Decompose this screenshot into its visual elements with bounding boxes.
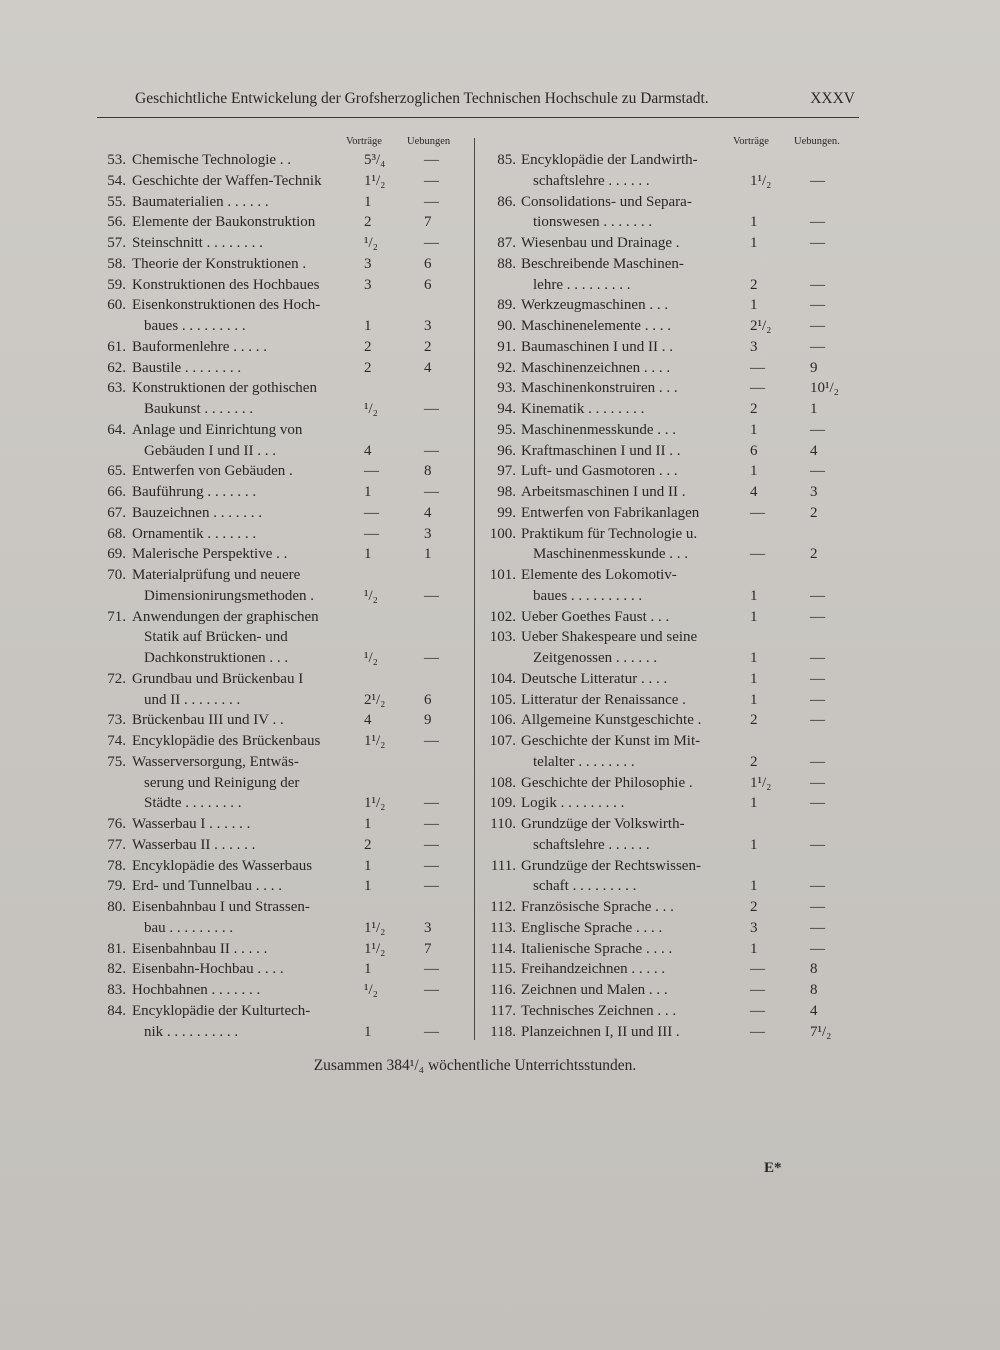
uebungen-value: — — [810, 670, 825, 687]
uebungen-value: 8 — [424, 463, 432, 480]
course-name: Anlage und Einrichtung von — [132, 421, 303, 438]
course-name: Litteratur der Renaissance . — [521, 691, 686, 708]
uebungen-value: 8 — [810, 982, 818, 998]
vortraege-value: 1 — [750, 795, 758, 812]
uebungen-value: — — [424, 1023, 439, 1040]
vortraege-value: 2 — [750, 712, 758, 729]
row-number: 68. — [107, 525, 126, 542]
uebungen-value: 9 — [424, 712, 432, 729]
uebungen-value: 1 — [810, 401, 818, 417]
uebungen-value: — — [810, 608, 825, 625]
row-number: 86. — [497, 193, 516, 210]
row-number: 84. — [107, 1002, 126, 1019]
course-name: Dimensionirungsmethoden . — [144, 587, 314, 604]
row-number: 58. — [107, 255, 126, 272]
vortraege-value: — — [750, 982, 765, 998]
row-number: 101. — [489, 567, 516, 583]
uebungen-value: — — [810, 587, 825, 604]
uebungen-value: 4 — [424, 504, 432, 521]
course-name: serung und Reinigung der — [144, 774, 300, 791]
uebungen-value: — — [810, 919, 825, 936]
uebungen-value: — — [424, 152, 439, 168]
course-name: Bauformenlehre . . . . . — [132, 338, 267, 355]
course-name: Eisenbahnbau I und Strassen- — [132, 899, 310, 915]
course-name: Arbeitsmaschinen I und II . — [521, 484, 686, 500]
vortraege-value: 2¹/₂ — [364, 691, 386, 708]
row-number: 93. — [497, 380, 516, 397]
vortraege-value: — — [750, 961, 765, 978]
vortraege-value: 2¹/₂ — [750, 318, 772, 334]
uebungen-value: — — [810, 836, 825, 853]
course-name: Materialprüfung und neuere — [132, 567, 301, 583]
uebungen-value: — — [424, 878, 439, 895]
signature-mark: E* — [764, 1160, 782, 1176]
row-number: 98. — [497, 484, 516, 500]
vortraege-value: 2 — [750, 753, 758, 770]
row-number: 104. — [489, 670, 516, 687]
row-number: 77. — [107, 836, 126, 853]
vortraege-value: 2 — [750, 899, 758, 915]
course-name: Städte . . . . . . . . — [144, 795, 242, 812]
left-col-vortraege: Vorträge — [346, 136, 382, 147]
row-number: 87. — [497, 235, 516, 251]
row-number: 118. — [490, 1023, 516, 1040]
vortraege-value: ¹/₂ — [364, 982, 378, 998]
uebungen-value: 3 — [424, 318, 432, 334]
course-name: Logik . . . . . . . . . — [521, 795, 625, 812]
course-name: Eisenbahn-Hochbau . . . . — [132, 961, 284, 978]
vortraege-value: 4 — [364, 442, 372, 459]
row-number: 74. — [107, 733, 126, 749]
row-number: 55. — [107, 193, 126, 210]
uebungen-value: 2 — [810, 504, 818, 521]
vortraege-value: 2 — [750, 401, 758, 417]
vortraege-value: 1 — [364, 546, 372, 563]
uebungen-value: — — [424, 836, 439, 853]
uebungen-value: — — [810, 172, 825, 189]
course-name: schaftslehre . . . . . . — [533, 172, 650, 189]
uebungen-value: 6 — [424, 691, 432, 708]
row-number: 83. — [107, 982, 126, 998]
course-name: Baukunst . . . . . . . — [144, 401, 254, 417]
left-col-uebungen: Uebungen — [407, 136, 451, 147]
row-number: 100. — [489, 525, 516, 542]
uebungen-value: — — [810, 899, 825, 915]
course-name: Encyklopädie der Landwirth- — [521, 152, 698, 168]
course-name: Kraftmaschinen I und II . . — [521, 442, 681, 459]
course-name: baues . . . . . . . . . — [144, 318, 246, 334]
vortraege-value: 4 — [750, 484, 758, 500]
course-name: Erd- und Tunnelbau . . . . — [132, 878, 282, 895]
row-number: 66. — [107, 484, 126, 500]
course-name: nik . . . . . . . . . . — [144, 1023, 239, 1040]
row-number: 57. — [107, 235, 126, 251]
uebungen-value: — — [424, 401, 439, 417]
row-number: 85. — [497, 152, 516, 168]
uebungen-value: — — [424, 733, 439, 749]
row-number: 70. — [107, 567, 126, 583]
row-number: 111. — [490, 857, 516, 874]
course-name: Wasserbau II . . . . . . — [132, 836, 256, 853]
row-number: 60. — [107, 297, 126, 314]
vortraege-value: 1 — [750, 235, 758, 251]
uebungen-value: — — [810, 878, 825, 895]
row-number: 103. — [489, 629, 516, 646]
uebungen-value: — — [810, 318, 825, 334]
course-name: Consolidations- und Separa- — [521, 193, 692, 210]
uebungen-value: 8 — [810, 961, 818, 978]
course-name: Planzeichnen I, II und III . — [521, 1023, 680, 1040]
row-number: 82. — [107, 961, 126, 978]
vortraege-value: 1¹/₂ — [364, 795, 386, 812]
row-number: 81. — [107, 940, 126, 957]
vortraege-value: 2 — [364, 214, 372, 231]
course-name: Werkzeugmaschinen . . . — [521, 297, 669, 314]
course-name: baues . . . . . . . . . . — [533, 587, 643, 604]
row-number: 88. — [497, 255, 516, 272]
row-number: 80. — [107, 899, 126, 915]
row-number: 112. — [490, 899, 516, 915]
total-hours: Zusammen 384¹/₄ wöchentliche Unterrichtsstunden. — [313, 1057, 637, 1074]
vortraege-value: 1 — [750, 214, 758, 231]
row-number: 76. — [107, 816, 126, 832]
vortraege-value: 1 — [750, 587, 758, 604]
row-number: 105. — [489, 691, 516, 708]
vortraege-value: 1 — [364, 961, 372, 978]
uebungen-value: 9 — [810, 359, 818, 376]
row-number: 96. — [497, 442, 516, 459]
right-col-uebungen: Uebungen. — [794, 136, 840, 147]
course-name: schaft . . . . . . . . . — [533, 878, 637, 895]
course-name: Maschinenelemente . . . . — [521, 318, 671, 334]
vortraege-value: 1 — [364, 857, 372, 874]
uebungen-value: — — [810, 753, 825, 770]
course-name: bau . . . . . . . . . — [144, 919, 234, 936]
vortraege-value: 1 — [364, 878, 372, 895]
course-name: Bauführung . . . . . . . — [132, 484, 257, 500]
vortraege-value: 2 — [750, 276, 758, 293]
course-name: Eisenkonstruktionen des Hoch- — [132, 297, 321, 314]
course-name: und II . . . . . . . . — [144, 691, 241, 708]
vortraege-value: 1 — [364, 1023, 372, 1040]
course-name: Wiesenbau und Drainage . — [521, 235, 680, 251]
vortraege-value: 2 — [364, 836, 372, 853]
vortraege-value: 2 — [364, 359, 372, 376]
course-name: Eisenbahnbau II . . . . . — [132, 940, 268, 957]
course-name: Brückenbau III und IV . . — [132, 712, 284, 729]
uebungen-value: — — [810, 650, 825, 666]
course-name: Entwerfen von Gebäuden . — [132, 463, 293, 480]
uebungen-value: — — [424, 484, 439, 500]
vortraege-value: 3 — [364, 255, 372, 272]
row-number: 91. — [497, 338, 516, 355]
course-name: schaftslehre . . . . . . — [533, 836, 650, 853]
course-name: Wasserbau I . . . . . . — [132, 816, 251, 832]
row-number: 109. — [489, 795, 516, 812]
row-number: 108. — [489, 774, 516, 791]
uebungen-value: 10¹/₂ — [810, 380, 839, 397]
uebungen-value: — — [424, 193, 439, 210]
row-number: 69. — [107, 546, 126, 563]
row-number: 71. — [107, 608, 126, 625]
vortraege-value: — — [750, 504, 765, 521]
vortraege-value: 1¹/₂ — [364, 172, 386, 189]
row-number: 99. — [497, 504, 516, 521]
vortraege-value: 1¹/₂ — [364, 940, 386, 957]
vortraege-value: — — [364, 463, 379, 480]
course-name: Maschinenzeichnen . . . . — [521, 359, 671, 376]
course-name: Encyklopädie der Kulturtech- — [132, 1002, 311, 1019]
uebungen-value: — — [424, 961, 439, 978]
course-name: Deutsche Litteratur . . . . — [521, 670, 668, 687]
uebungen-value: — — [424, 587, 439, 604]
vortraege-value: ¹/₂ — [364, 650, 378, 666]
uebungen-value: — — [424, 442, 439, 459]
row-number: 54. — [107, 172, 126, 189]
uebungen-value: — — [810, 774, 825, 791]
uebungen-value: — — [810, 297, 825, 314]
uebungen-value: — — [424, 795, 439, 812]
vortraege-value: 1 — [750, 878, 758, 895]
uebungen-value: — — [810, 940, 825, 957]
course-name: Luft- und Gasmotoren . . . — [521, 463, 678, 480]
vortraege-value: 3 — [364, 276, 372, 293]
uebungen-value: 3 — [424, 525, 432, 542]
course-name: Bauzeichnen . . . . . . . — [132, 504, 262, 521]
uebungen-value: 4 — [810, 1002, 818, 1019]
course-name: Maschinenmesskunde . . . — [521, 421, 676, 438]
vortraege-value: 1 — [364, 318, 372, 334]
vortraege-value: 1 — [750, 421, 758, 438]
row-number: 110. — [490, 816, 516, 832]
course-name: telalter . . . . . . . . — [533, 753, 635, 770]
course-name: Freihandzeichnen . . . . . — [521, 961, 666, 978]
uebungen-value: 6 — [424, 255, 432, 272]
course-name: Englische Sprache . . . . — [521, 919, 663, 936]
uebungen-value: — — [424, 982, 439, 998]
row-number: 114. — [490, 940, 516, 957]
row-number: 90. — [497, 318, 516, 334]
course-name: Elemente des Lokomotiv- — [521, 567, 677, 583]
uebungen-value: 3 — [424, 919, 432, 936]
vortraege-value: 6 — [750, 442, 758, 459]
course-name: Grundbau und Brückenbau I — [132, 670, 304, 687]
uebungen-value: 3 — [810, 484, 818, 500]
course-name: Entwerfen von Fabrikanlagen — [521, 504, 700, 521]
vortraege-value: 1¹/₂ — [364, 733, 386, 749]
uebungen-value: 7 — [424, 214, 432, 231]
uebungen-value: — — [810, 421, 825, 438]
uebungen-value: — — [810, 338, 825, 355]
uebungen-value: 2 — [810, 546, 818, 563]
course-name: Baumaterialien . . . . . . — [132, 193, 269, 210]
row-number: 78. — [107, 857, 126, 874]
uebungen-value: — — [424, 650, 439, 666]
course-name: Konstruktionen der gothischen — [132, 380, 317, 397]
uebungen-value: 1 — [424, 546, 432, 563]
vortraege-value: 1 — [750, 608, 758, 625]
course-name: Grundzüge der Volkswirth- — [521, 816, 685, 832]
vortraege-value: 1¹/₂ — [364, 919, 386, 936]
uebungen-value: — — [424, 816, 439, 832]
vortraege-value: 1 — [750, 670, 758, 687]
vortraege-value: ¹/₂ — [364, 235, 378, 251]
uebungen-value: 4 — [424, 359, 432, 376]
course-name: Praktikum für Technologie u. — [521, 525, 698, 542]
course-name: Elemente der Baukonstruktion — [132, 214, 316, 231]
row-number: 53. — [107, 152, 126, 168]
course-name: Geschichte der Waffen-Technik — [132, 172, 322, 189]
course-name: Zeitgenossen . . . . . . — [533, 650, 658, 666]
course-name: Grundzüge der Rechtswissen- — [521, 857, 701, 874]
course-name: Ueber Shakespeare und seine — [521, 629, 698, 646]
row-number: 102. — [489, 608, 516, 625]
course-name: Maschinenmesskunde . . . — [533, 546, 688, 563]
course-name: Theorie der Konstruktionen . — [132, 255, 307, 272]
uebungen-value: 4 — [810, 442, 818, 459]
vortraege-value: 1 — [750, 297, 758, 314]
uebungen-value: — — [810, 214, 825, 231]
course-name: Baustile . . . . . . . . — [132, 359, 242, 376]
course-name: Zeichnen und Malen . . . — [521, 982, 668, 998]
uebungen-value: — — [810, 795, 825, 812]
row-number: 56. — [107, 214, 126, 231]
row-number: 92. — [497, 359, 516, 376]
row-number: 94. — [497, 401, 516, 417]
vortraege-value: 1 — [750, 940, 758, 957]
course-name: Gebäuden I und II . . . — [144, 442, 277, 459]
course-name: Allgemeine Kunstgeschichte . — [521, 712, 702, 729]
row-number: 116. — [490, 982, 516, 998]
page-header — [135, 90, 855, 108]
course-name: Anwendungen der graphischen — [132, 608, 319, 625]
vortraege-value: 1 — [364, 816, 372, 832]
row-number: 72. — [107, 670, 126, 687]
row-number: 73. — [107, 712, 126, 729]
uebungen-value: 7 — [424, 940, 432, 957]
course-name: Konstruktionen des Hochbaues — [132, 276, 320, 293]
uebungen-value: — — [810, 276, 825, 293]
vortraege-value: — — [750, 359, 765, 376]
vortraege-value: — — [750, 546, 765, 563]
vortraege-value: 1 — [750, 650, 758, 666]
row-number: 95. — [497, 421, 516, 438]
row-number: 62. — [107, 359, 126, 376]
course-name: Chemische Technologie . . — [132, 152, 292, 168]
uebungen-value: — — [810, 712, 825, 729]
header-rule — [97, 117, 859, 118]
uebungen-value: — — [810, 691, 825, 708]
row-number: 59. — [107, 276, 126, 293]
course-name: Statik auf Brücken- und — [144, 629, 288, 646]
course-name: Geschichte der Kunst im Mit- — [521, 733, 701, 749]
course-name: Technisches Zeichnen . . . — [521, 1002, 677, 1019]
course-name: Steinschnitt . . . . . . . . — [132, 235, 263, 251]
row-number: 113. — [490, 919, 516, 936]
uebungen-value: 6 — [424, 276, 432, 293]
course-name: Baumaschinen I und II . . — [521, 338, 674, 355]
vortraege-value: 1 — [750, 691, 758, 708]
vortraege-value: 2 — [364, 338, 372, 355]
uebungen-value: — — [810, 235, 825, 251]
vortraege-value: 1 — [364, 193, 372, 210]
course-name: Kinematik . . . . . . . . — [521, 401, 645, 417]
page-number: XXXV — [810, 90, 855, 107]
uebungen-value: — — [424, 172, 439, 189]
vortraege-value: 1¹/₂ — [750, 172, 772, 189]
row-number: 115. — [490, 961, 516, 978]
uebungen-value: — — [424, 235, 439, 251]
row-number: 89. — [497, 297, 516, 314]
vortraege-value: 1¹/₂ — [750, 774, 772, 791]
course-name: Italienische Sprache . . . . — [521, 940, 673, 957]
course-name: Französische Sprache . . . — [521, 899, 674, 915]
uebungen-value: — — [424, 857, 439, 874]
vortraege-value: 1 — [364, 484, 372, 500]
course-name: Geschichte der Philosophie . — [521, 774, 693, 791]
vortraege-value: ¹/₂ — [364, 401, 378, 417]
row-number: 79. — [107, 878, 126, 895]
vortraege-value: 5³/₄ — [364, 152, 386, 168]
right-col-vortraege: Vorträge — [733, 136, 769, 147]
row-number: 106. — [489, 712, 516, 729]
row-number: 97. — [497, 463, 516, 480]
vortraege-value: 1 — [750, 463, 758, 480]
row-number: 61. — [107, 338, 126, 355]
course-name: Malerische Perspektive . . — [132, 546, 288, 563]
vortraege-value: — — [364, 525, 379, 542]
vortraege-value: 1 — [750, 836, 758, 853]
row-number: 107. — [489, 733, 516, 749]
row-number: 65. — [107, 463, 126, 480]
row-number: 64. — [107, 421, 126, 438]
row-number: 67. — [107, 504, 126, 521]
vortraege-value: — — [364, 504, 379, 521]
course-name: Beschreibende Maschinen- — [521, 255, 684, 272]
vortraege-value: — — [750, 1002, 765, 1019]
uebungen-value: 7¹/₂ — [810, 1023, 832, 1040]
course-name: Ornamentik . . . . . . . — [132, 525, 257, 542]
vortraege-value: 3 — [750, 919, 758, 936]
vortraege-value: 3 — [750, 338, 758, 355]
row-number: 63. — [107, 380, 126, 397]
header-title: Geschichtliche Entwickelung der Grofsherzoglichen Technischen Hochschule zu Darmstadt. — [135, 90, 709, 107]
vortraege-value: — — [750, 1023, 765, 1040]
course-name: Wasserversorgung, Entwäs- — [132, 753, 299, 770]
course-name: Maschinenkonstruiren . . . — [521, 380, 678, 397]
course-name: Encyklopädie des Wasserbaus — [132, 857, 313, 874]
uebungen-value: 2 — [424, 338, 432, 355]
vortraege-value: — — [750, 380, 765, 397]
vortraege-value: 4 — [364, 712, 372, 729]
course-name: tionswesen . . . . . . . — [533, 214, 653, 231]
course-name: lehre . . . . . . . . . — [533, 276, 631, 293]
uebungen-value: — — [810, 463, 825, 480]
course-name: Ueber Goethes Faust . . . — [521, 608, 670, 625]
row-number: 117. — [490, 1002, 516, 1019]
course-name: Dachkonstruktionen . . . — [144, 650, 289, 666]
course-name: Encyklopädie des Brückenbaus — [132, 733, 321, 749]
row-number: 75. — [107, 753, 126, 770]
course-name: Hochbahnen . . . . . . . — [132, 982, 261, 998]
vortraege-value: ¹/₂ — [364, 587, 378, 604]
